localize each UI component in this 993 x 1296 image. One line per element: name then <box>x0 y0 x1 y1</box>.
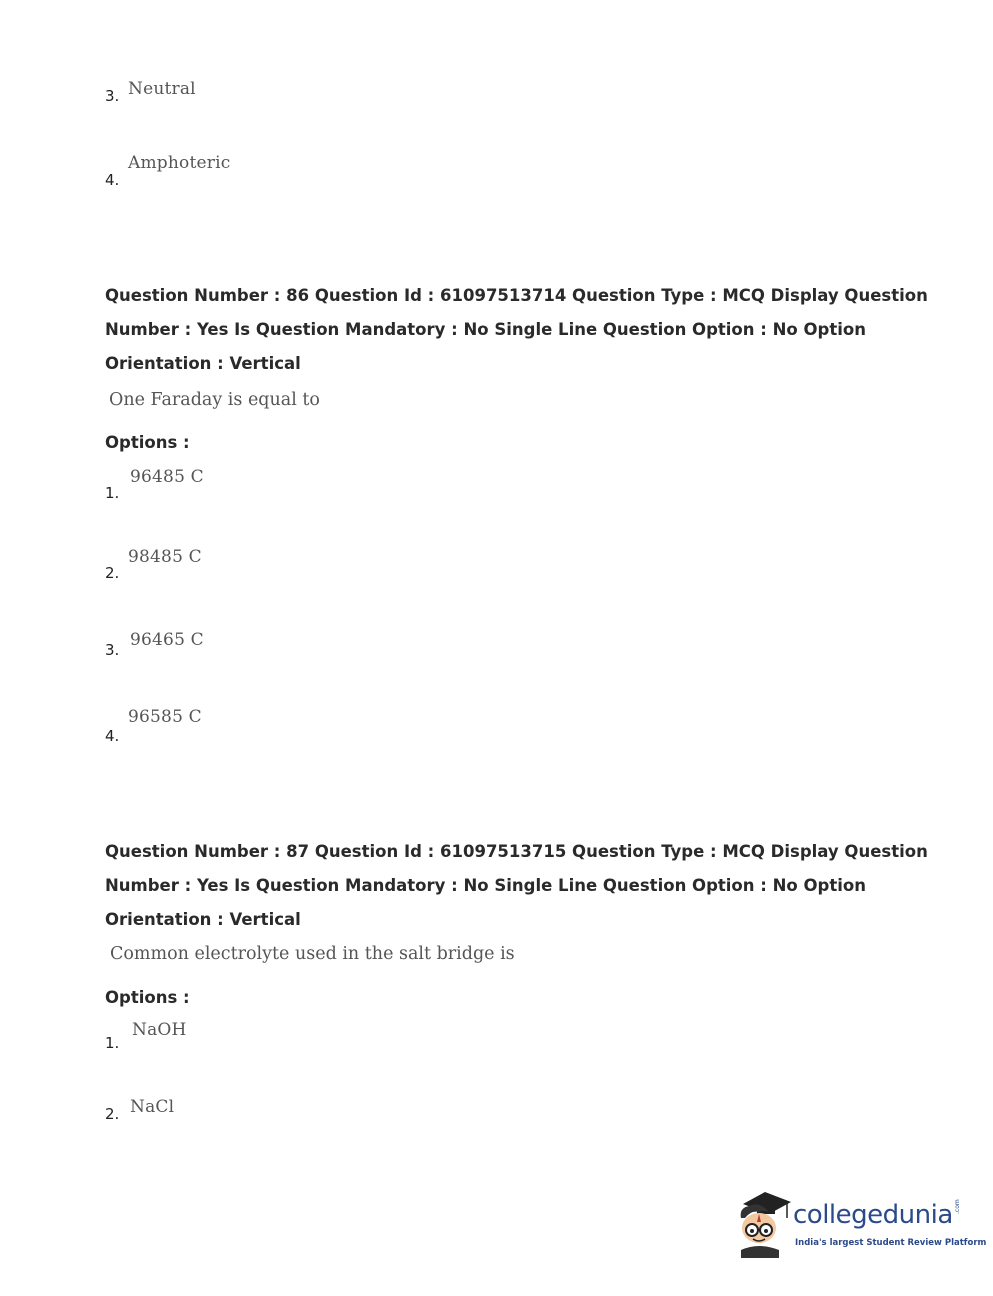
option-number: 2. <box>105 564 120 582</box>
option-text: 96485 C <box>130 467 204 487</box>
meta-line: Question Number : 87 Question Id : 61097513715 Question Type : MCQ Display Question <box>105 842 928 861</box>
logo-tagline: India's largest Student Review Platform <box>795 1238 987 1248</box>
option-number: 1. <box>105 484 120 502</box>
options-label: Options : <box>105 433 190 452</box>
meta-line: Question Number : 86 Question Id : 61097513714 Question Type : MCQ Display Question <box>105 286 928 305</box>
option-number: 3. <box>105 87 120 105</box>
option-number: 2. <box>105 1105 120 1123</box>
option-text: Neutral <box>128 79 196 99</box>
collegedunia-logo <box>735 1188 987 1258</box>
logo-wordmark: collegedunia <box>793 1200 953 1230</box>
question-86-metadata <box>105 279 928 381</box>
option-number: 4. <box>105 171 120 189</box>
mascot-icon <box>735 1188 795 1258</box>
meta-line: Orientation : Vertical <box>105 354 301 373</box>
option-number: 1. <box>105 1034 120 1052</box>
options-label: Options : <box>105 988 190 1007</box>
option-number: 3. <box>105 641 120 659</box>
meta-line: Number : Yes Is Question Mandatory : No Single Line Question Option : No Option <box>105 876 866 895</box>
option-number: 4. <box>105 727 120 745</box>
meta-line: Orientation : Vertical <box>105 910 301 929</box>
option-text: 96465 C <box>130 630 204 650</box>
option-text: NaCl <box>130 1097 175 1117</box>
option-text: Amphoteric <box>128 153 231 173</box>
logo-domain: .com <box>954 1199 961 1214</box>
option-text: 98485 C <box>128 547 202 567</box>
question-87-text: Common electrolyte used in the salt bridge is <box>110 944 515 964</box>
option-text: 96585 C <box>128 707 202 727</box>
meta-line: Number : Yes Is Question Mandatory : No Single Line Question Option : No Option <box>105 320 866 339</box>
question-87-metadata <box>105 835 928 937</box>
question-86-text: One Faraday is equal to <box>109 390 320 410</box>
option-text: NaOH <box>132 1020 187 1040</box>
